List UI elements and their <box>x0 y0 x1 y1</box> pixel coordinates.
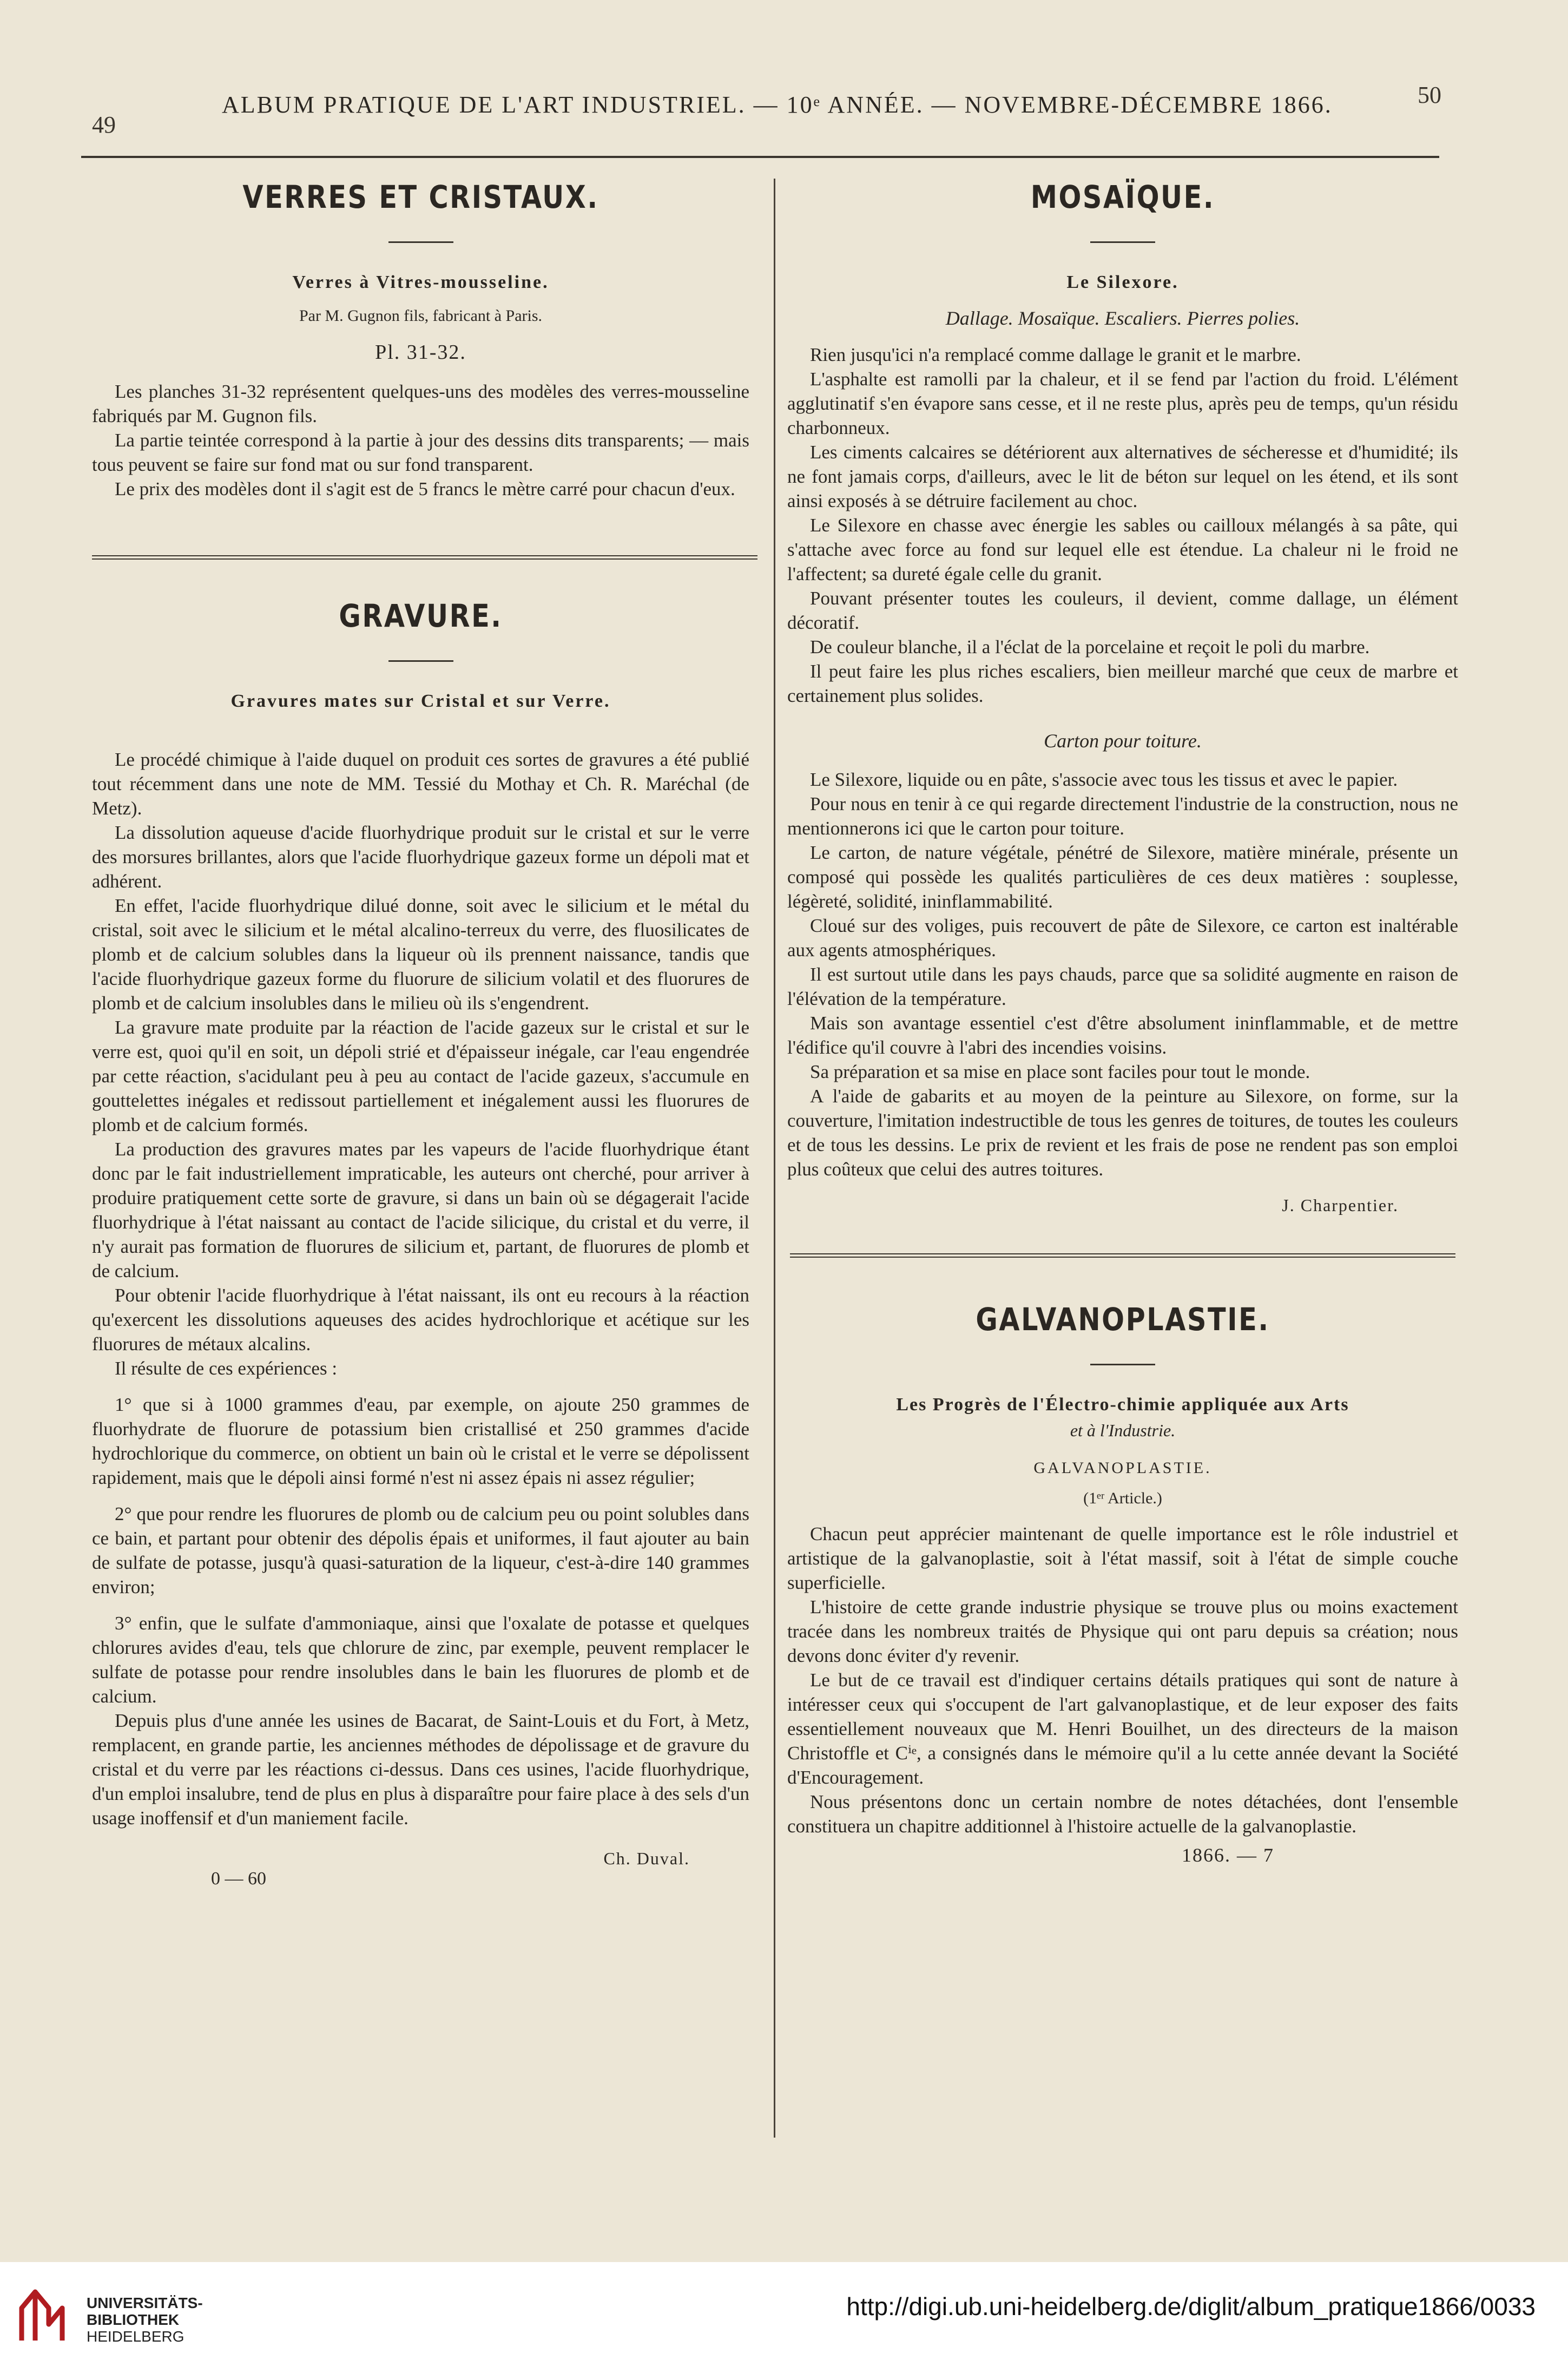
paragraph: Le Silexore en chasse avec énergie les sables ou cailloux mélangés à sa pâte, qui s'attache avec force au fond sur lequel elle est étendue. La chaleur ni le froid ne l'affectent; sa dureté égale celle du granit. <box>787 515 1458 584</box>
subsection-heading: Carton pour toiture. <box>1044 730 1202 752</box>
running-title: ALBUM PRATIQUE DE L'ART INDUSTRIEL. — 10ᵉ ANNÉE. — NOVEMBRE-DÉCEMBRE 1866. <box>222 91 1333 118</box>
section-title-gravure: GRAVURE. <box>339 597 503 634</box>
section-title-galvanoplastie: GALVANOPLASTIE. <box>976 1301 1270 1338</box>
paragraph: A l'aide de gabarits et au moyen de la peinture au Silexore, on forme, sur la couverture, l'imitation indestructible de tous les genres de toitures, de toutes les couleurs et de tous les dessins. Le prix de revient et les frais de pose ne rendent pas son emploi plus coûteux que celui des autres toitures. <box>787 1086 1458 1180</box>
paragraph: Le procédé chimique à l'aide duquel on produit ces sortes de gravures a été publié tout récemment dans une note de MM. Tessié du Mothay et Ch. R. Maréchal (de Metz). <box>92 749 749 819</box>
author-signature: Ch. Duval. <box>603 1849 690 1868</box>
plate-reference: Pl. 31-32. <box>375 341 466 364</box>
article-subtitle: Gravures mates sur Cristal et sur Verre. <box>230 691 611 711</box>
paragraph: Chacun peut apprécier maintenant de quelle importance est le rôle industriel et artistique de la galvanoplastie, soit à l'état massif, soit à l'état de simple couche superficielle. <box>787 1523 1458 1593</box>
library-logo-icon <box>16 2286 70 2346</box>
paragraph: Depuis plus d'une année les usines de Bacarat, de Saint-Louis et du Fort, à Metz, remplacent, en grande partie, les anciennes méthodes de dépolissage et de gravure du cristal et du verre par les réactions ci-dessus. Dans ces usines, l'acide fluorhydrique, d'un emploi insalubre, tend de plus en plus à disparaître pour faire place à des sels d'un usage inoffensif et d'un maniement facile. <box>92 1710 749 1829</box>
article-body <box>787 1522 1458 1838</box>
page-number-right: 50 <box>1418 82 1441 108</box>
paragraph: Le prix des modèles dont il s'agit est de 5 francs le mètre carré pour chacun d'eux. <box>115 478 735 499</box>
paragraph: Le Silexore, liquide ou en pâte, s'associe avec tous les tissus et avec le papier. <box>810 769 1398 790</box>
paragraph: Sa préparation et sa mise en place sont faciles pour tout le monde. <box>810 1061 1310 1082</box>
page-number-left: 49 <box>92 111 116 138</box>
section-title-mosaique: MOSAÏQUE. <box>1030 179 1215 215</box>
paragraph: Il est surtout utile dans les pays chauds, parce que sa solidité augmente en raison de l'élévation de la température. <box>787 964 1458 1009</box>
article-galvanoplastie <box>787 1301 1458 1866</box>
paragraph: 1° que si à 1000 grammes d'eau, par exemple, on ajoute 250 grammes de fluorhydrate de fluorure de potassium bien cristallisé et 250 grammes d'acide hydrochlorique du commerce, on obtient un bain où le cristal et le verre se dépolissent rapidement, mais que le dépoli ainsi formé n'est ni assez épais ni assez régulier; <box>92 1394 749 1488</box>
article-byline: Par M. Gugnon fils, fabricant à Paris. <box>299 307 543 325</box>
paragraph: Pour obtenir l'acide fluorhydrique à l'état naissant, ils ont eu recours à la réaction qu'exercent les dissolutions aqueuses des acides hydrochlorique et acétique sur les fluorures de métaux alcalins. <box>92 1285 749 1355</box>
paragraph: Pouvant présenter toutes les couleurs, il devient, comme dallage, un élément décoratif. <box>787 588 1458 633</box>
paragraph: Il résulte de ces expériences : <box>115 1358 338 1379</box>
paragraph: Mais son avantage essentiel c'est d'être absolument ininflammable, et de mettre l'édifice qu'il couvre à l'abri des incendies voisins. <box>787 1013 1458 1058</box>
sheet-mark: 1866. — 7 <box>1182 1844 1274 1866</box>
paragraph: Le but de ce travail est d'indiquer certains détails pratiques qui sont de nature à intéresser ceux qui s'occupent de l'art galvanoplastique, et de leur exposer des faits essentiellement nouveaux que M. Henri Bouilhet, un des directeurs de la maison Christoffle et Cⁱᵉ, a consignés dans le mémoire qu'il a lu cette année devant la Société d'Encouragement. <box>787 1669 1458 1788</box>
column-divider <box>774 179 775 2138</box>
source-url-link[interactable]: http://digi.ub.uni-heidelberg.de/diglit/album_pratique1866/0033 <box>846 2292 1536 2321</box>
article-subtitle: Le Silexore. <box>1066 272 1179 292</box>
paragraph: La partie teintée correspond à la partie à jour des dessins dits transparents; — mais tous peuvent se faire sur fond mat ou sur fond transparent. <box>92 430 749 475</box>
title-dash <box>388 241 453 243</box>
library-name: UNIVERSITÄTS- BIBLIOTHEK HEIDELBERG <box>87 2295 203 2345</box>
paragraph: La dissolution aqueuse d'acide fluorhydrique produit sur le cristal et sur le verre des morsures brillantes, alors que l'acide fluorhydrique gazeux forme un dépoli mat et adhérent. <box>92 822 749 892</box>
article-body <box>92 379 749 501</box>
section-label: GALVANOPLASTIE. <box>1033 1459 1212 1477</box>
paragraph: Il peut faire les plus riches escaliers, bien meilleur marché que ceux de marbre et certainement plus solides. <box>787 661 1458 706</box>
paragraph: L'histoire de cette grande industrie physique se trouve plus ou moins exactement tracée dans les nombreux traités de Physique qui ont paru depuis sa création; nous devons donc éviter d'y revenir. <box>787 1596 1458 1666</box>
left-column <box>92 179 749 1896</box>
article-subtitle: Verres à Vitres-mousseline. <box>292 272 549 292</box>
paragraph: Rien jusqu'ici n'a remplacé comme dallage le granit et le marbre. <box>810 344 1301 365</box>
library-footer <box>0 2262 1568 2373</box>
paragraph: De couleur blanche, il a l'éclat de la porcelaine et reçoit le poli du marbre. <box>810 636 1370 658</box>
page-header <box>81 81 1455 146</box>
author-signature: J. Charpentier. <box>1282 1195 1399 1215</box>
paragraph: Nous présentons donc un certain nombre de notes détachées, dont l'ensemble constituera un chapitre additionnel à l'histoire actuelle de la galvanoplastie. <box>787 1791 1458 1837</box>
article-body <box>787 343 1458 708</box>
paragraph: Les planches 31-32 représentent quelques-uns des modèles des verres-mousseline fabriqués par M. Gugnon fils. <box>92 381 749 426</box>
article-mosaique <box>787 179 1458 1215</box>
paragraph: En effet, l'acide fluorhydrique dilué donne, soit avec le silicium et le métal du cristal, soit avec le silicium et le métal alcalino-terreux du verre, des fluosilicates de plomb et de calcium solubles dans la liqueur où ils prennent naissance, tandis que l'acide fluorhydrique gazeux forme du fluorure de silicium volatil et des fluorures de plomb et de calcium insolubles dans le milieu où ils s'engendrent. <box>92 895 749 1014</box>
paragraph: La production des gravures mates par les vapeurs de l'acide fluorhydrique étant donc par le fait industriellement impraticable, les auteurs ont cherché, pour arriver à produire pratiquement cette sorte de gravure, si dans un bain où se dégagerait l'acide fluorhydrique à l'état naissant au contact de l'acide silicique, du cristal et du verre, il n'y aurait pas formation de fluorures de silicium et, partant, de fluorures de plomb et de calcium. <box>92 1139 749 1281</box>
title-dash <box>1090 1364 1155 1365</box>
article-body <box>92 747 749 1830</box>
paragraph: 2° que pour rendre les fluorures de plomb ou de calcium peu ou point solubles dans ce bain, et partant pour obtenir des dépolis épais et uniformes, il faut ajouter au bain de sulfate de potasse, jusqu'à quasi-saturation de la liqueur, c'est-à-dire 140 grammes environ; <box>92 1503 749 1598</box>
sheet-mark: 0 — 60 <box>211 1869 266 1889</box>
paragraph: La gravure mate produite par la réaction de l'acide gazeux sur le cristal et sur le verre est, quoi qu'il en soit, un dépoli strié et d'épaisseur inégale, car l'eau engendrée par cette réaction, s'acidulant peu à peu au contact de l'acide gazeux, s'accumule en gouttelettes inégales et redissout partiellement et inégalement aussi les fluorures de plomb et de calcium formés. <box>92 1017 749 1135</box>
paragraph: L'asphalte est ramolli par la chaleur, et il se fend par l'action du froid. L'élément agglutinatif s'en évapore sans cesse, et il ne reste plus, après peu de temps, qu'un résidu charbonneux. <box>787 369 1458 438</box>
section-separator <box>92 555 757 560</box>
section-separator <box>790 1253 1455 1258</box>
article-subtitle: Les Progrès de l'Électro-chimie appliquée aux Arts <box>896 1395 1349 1415</box>
article-body <box>787 767 1458 1181</box>
article-subtitle-italic: et à l'Industrie. <box>1070 1421 1176 1440</box>
paragraph: Le carton, de nature végétale, pénétré de Silexore, matière minérale, présente un composé qui possède les qualités particulières de ces deux matières : souplesse, légèreté, solidité, ininflammabilité. <box>787 842 1458 912</box>
article-tagline: Dallage. Mosaïque. Escaliers. Pierres polies. <box>945 307 1300 329</box>
header-rule <box>81 156 1439 158</box>
paragraph: 3° enfin, que le sulfate d'ammoniaque, ainsi que l'oxalate de potasse et quelques chlorures avides d'eau, tels que chlorure de zinc, par exemple, peuvent remplacer le sulfate de potasse pour rendre insolubles dans le bain les fluorures de plomb et de calcium. <box>92 1613 749 1707</box>
right-column <box>787 179 1458 1866</box>
paragraph: Pour nous en tenir à ce qui regarde directement l'industrie de la construction, nous ne mentionnerons ici que le carton pour toiture. <box>787 793 1458 839</box>
article-verres <box>92 179 749 501</box>
section-title-verres: VERRES ET CRISTAUX. <box>242 179 599 215</box>
article-gravure <box>92 597 749 1896</box>
title-dash <box>1090 241 1155 243</box>
paragraph: Les ciments calcaires se détériorent aux alternatives de sécheresse et d'humidité; ils ne font jamais corps, d'ailleurs, avec le lit de béton sur lequel on les étend, et ils sont ainsi exposés à se détruire facilement au choc. <box>787 442 1458 511</box>
title-dash <box>388 660 453 662</box>
paragraph: Cloué sur des voliges, puis recouvert de pâte de Silexore, ce carton est inaltérable aux agents atmosphériques. <box>787 915 1458 961</box>
article-number-note: (1ᵉʳ Article.) <box>1083 1489 1162 1507</box>
